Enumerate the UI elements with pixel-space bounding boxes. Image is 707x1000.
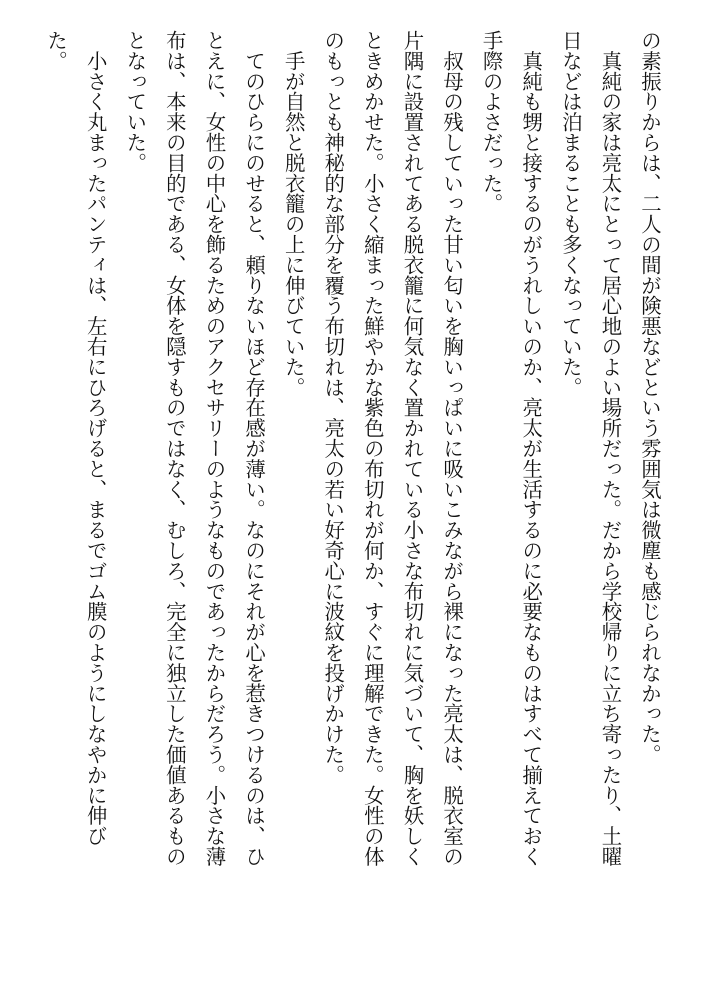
text-line: とえに、女性の中心を飾るためのアクセサリーのようなものであったからだろう。小さな薄 (202, 30, 227, 867)
text-line: 小さく丸まったパンティは、左右にひろげると、まるでゴム膜のようにしなやかに伸び (83, 30, 108, 846)
text-line: となっていた。 (123, 30, 148, 173)
text-line: 真純の家は亮太にとって居心地のよい場所だった。だから学校帰りに立ち寄ったり、土曜 (598, 30, 623, 867)
text-line: 手が自然と脱衣籠の上に伸びていた。 (281, 30, 306, 398)
text-line: の素振りからは、二人の間が険悪などという雰囲気は微塵も感じられなかった。 (638, 30, 662, 765)
text-line: 日などは泊まることも多くなっていた。 (558, 30, 583, 398)
text-line: のもっとも神秘的な部分を覆う布切れは、亮太の若い好奇心に波紋を投げかけた。 (321, 30, 346, 785)
text-line: 手際のよさだった。 (479, 30, 504, 214)
text-line: 真純も甥と接するのがうれしいのか、亮太が生活するのに必要なものはすべて揃えておく (519, 30, 544, 867)
text-line: 叔母の残していった甘い匂いを胸いっぱいに吸いこみながら裸になった亮太は、脱衣室の (440, 30, 465, 867)
text-line: ときめかせた。小さく縮まった鮮やかな紫色の布切れが何か、すぐに理解できた。女性の体 (360, 30, 385, 867)
vertical-text-body (36, 30, 670, 975)
text-line: 布は、本来の目的である、女体を隠すものではなく、むしろ、完全に独立した価値あるもの (162, 30, 187, 867)
text-line: てのひらにのせると、頼りないほど存在感が薄い。なのにそれが心を惹きつけるのは、ひ (242, 30, 267, 867)
text-line: 片隅に設置されてある脱衣籠に何気なく置かれている小さな布切れに気づいて、胸を妖しく (400, 30, 425, 867)
text-line: た。 (44, 30, 69, 71)
